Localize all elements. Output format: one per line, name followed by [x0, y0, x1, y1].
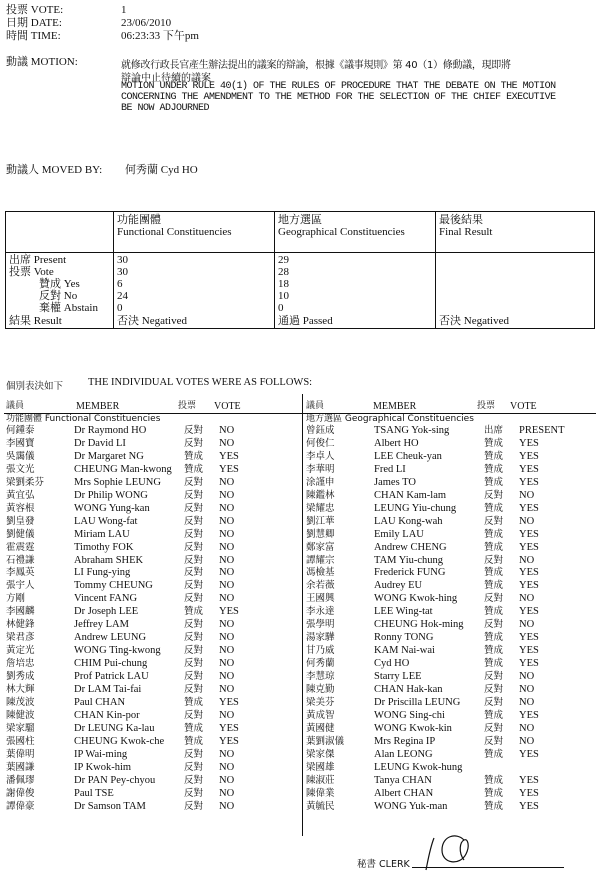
- right-col-vote-zh: 投票: [477, 401, 496, 411]
- right-col-member-zh: 議員: [306, 401, 325, 411]
- vote-en: YES: [519, 632, 539, 644]
- functional-no: 24: [117, 290, 128, 302]
- vote-zh: 反對: [184, 709, 204, 721]
- vote-zh: 反對: [184, 632, 204, 644]
- vote-zh: 反對: [184, 476, 204, 488]
- member-name-en: WONG Sing-chi: [374, 709, 445, 721]
- member-name-zh: 劉秀成: [6, 671, 35, 683]
- member-name-en: Albert HO: [374, 437, 419, 449]
- member-name-en: IP Wai-ming: [74, 748, 128, 760]
- member-name-en: LAU Wong-fat: [74, 515, 138, 527]
- col-geographical-en: Geographical Constituencies: [278, 226, 405, 238]
- vote-zh: 反對: [484, 515, 504, 527]
- geographical-yes: 18: [278, 278, 289, 290]
- vote-en: NO: [519, 722, 535, 734]
- geographical-abstain: 0: [278, 302, 284, 314]
- member-name-zh: 葉劉淑儀: [306, 735, 345, 747]
- member-name-zh: 李鳳英: [6, 567, 35, 579]
- member-name-en: Dr Margaret NG: [74, 450, 144, 462]
- member-name-zh: 曾鈺成: [306, 425, 335, 436]
- vote-zh: 贊成: [484, 645, 504, 657]
- member-name-en: Paul TSE: [74, 787, 114, 799]
- vote-zh: 贊成: [484, 541, 504, 553]
- member-name-zh: 霍震霆: [6, 541, 35, 553]
- vote-en: YES: [519, 774, 539, 786]
- date-value: 23/06/2010: [121, 17, 172, 29]
- vote-zh: 反對: [484, 619, 504, 631]
- vote-en: NO: [219, 425, 235, 436]
- vote-zh: 反對: [184, 593, 204, 605]
- member-name-en: Paul CHAN: [74, 696, 126, 708]
- vote-zh: 反對: [184, 619, 204, 631]
- member-name-en: WONG Kwok-kin: [374, 722, 452, 734]
- vote-zh: 贊成: [484, 580, 504, 592]
- vote-zh: 反對: [184, 645, 204, 657]
- member-name-en: WONG Ting-kwong: [74, 645, 161, 657]
- vote-en: YES: [519, 541, 539, 553]
- member-name-zh: 劉皇發: [6, 515, 35, 527]
- vote-en: YES: [219, 735, 239, 747]
- vote-zh: 贊成: [184, 735, 204, 747]
- member-name-zh: 何俊仁: [306, 437, 335, 449]
- member-name-zh: 黃國健: [306, 722, 335, 734]
- member-name-zh: 陳偉業: [306, 787, 335, 799]
- member-name-en: Starry LEE: [374, 671, 422, 683]
- vote-zh: 反對: [184, 671, 204, 683]
- vote-zh: 出席: [484, 425, 504, 436]
- vote-zh: 贊成: [484, 502, 504, 514]
- vote-en: YES: [519, 476, 539, 488]
- vote-zh: 反對: [484, 489, 504, 501]
- member-name-en: Timothy FOK: [74, 541, 134, 553]
- member-name-zh: 李卓人: [306, 450, 335, 462]
- vote-en: YES: [219, 463, 239, 475]
- motion-text-en-3: BE NOW ADJOURNED: [121, 103, 210, 114]
- vote-en: NO: [219, 684, 235, 695]
- member-name-en: Andrew CHENG: [374, 541, 447, 553]
- vote-en: YES: [219, 722, 239, 734]
- member-name-zh: 葉偉明: [6, 748, 35, 760]
- member-name-en: WONG Yung-kan: [74, 502, 150, 514]
- member-name-zh: 梁劉柔芬: [6, 476, 45, 488]
- left-col-member-zh: 議員: [6, 401, 25, 411]
- vote-en: NO: [219, 502, 235, 514]
- member-name-zh: 劉江華: [306, 515, 335, 527]
- member-name-en: CHEUNG Hok-ming: [374, 619, 464, 631]
- vote-zh: 反對: [184, 515, 204, 527]
- member-name-zh: 黃定光: [6, 645, 35, 657]
- vote-en: YES: [519, 800, 539, 812]
- vote-en: NO: [219, 476, 235, 488]
- member-name-en: TAM Yiu-chung: [374, 554, 444, 566]
- member-name-en: CHAN Kam-lam: [374, 489, 447, 501]
- member-name-zh: 余若薇: [306, 580, 335, 592]
- functional-yes: 6: [117, 278, 123, 290]
- vote-en: NO: [519, 684, 535, 695]
- vote-en: NO: [519, 593, 535, 605]
- col-geographical-zh: 地方選區: [278, 214, 322, 226]
- member-name-en: Albert CHAN: [374, 787, 434, 799]
- member-name-zh: 陳淑莊: [306, 774, 335, 786]
- vote-en: NO: [519, 735, 535, 747]
- row-result-label: 結果 Result: [9, 315, 62, 327]
- vote-en: NO: [219, 515, 235, 527]
- vote-en: YES: [519, 450, 539, 462]
- member-name-en: Dr Samson TAM: [74, 800, 146, 812]
- member-name-en: CHIM Pui-chung: [74, 658, 148, 670]
- member-name-zh: 何秀蘭: [306, 658, 335, 670]
- member-name-zh: 李國麟: [6, 606, 35, 618]
- vote-zh: 反對: [484, 593, 504, 605]
- member-name-zh: 梁美芬: [306, 696, 335, 708]
- member-name-en: Dr LAM Tai-fai: [74, 684, 142, 695]
- vote-en: YES: [519, 606, 539, 618]
- left-col-vote-en: VOTE: [214, 401, 241, 412]
- vote-zh: 反對: [184, 761, 204, 773]
- vote-zh: 反對: [484, 735, 504, 747]
- vote-zh: 反對: [184, 502, 204, 514]
- member-name-en: James TO: [374, 476, 416, 488]
- member-name-en: KAM Nai-wai: [374, 645, 435, 657]
- vote-en: NO: [219, 787, 235, 799]
- vote-en: NO: [519, 619, 535, 631]
- vote-en: YES: [519, 709, 539, 721]
- member-name-zh: 黃容根: [6, 502, 35, 514]
- vote-en: NO: [519, 554, 535, 566]
- vote-zh: 贊成: [484, 528, 504, 540]
- member-name-zh: 李國寶: [6, 437, 35, 449]
- geographical-no: 10: [278, 290, 289, 302]
- clerk-signature: [420, 830, 480, 872]
- right-col-vote-en: VOTE: [510, 401, 537, 412]
- vote-en: YES: [519, 645, 539, 657]
- vote-zh: 贊成: [184, 450, 204, 462]
- member-name-zh: 潘佩璆: [6, 774, 35, 786]
- vote-en: YES: [519, 502, 539, 514]
- vote-zh: 贊成: [484, 774, 504, 786]
- member-name-zh: 吳靄儀: [6, 450, 35, 462]
- member-name-zh: 方剛: [6, 593, 26, 605]
- vote-en: NO: [219, 593, 235, 605]
- geographical-heading: 地方選區 Geographical Constituencies: [306, 414, 474, 424]
- vote-en: NO: [219, 554, 235, 566]
- vote-number: 1: [121, 4, 127, 16]
- vote-label: 投票 VOTE:: [6, 4, 64, 16]
- member-name-zh: 劉慧卿: [306, 528, 335, 540]
- member-name-zh: 譚偉豪: [6, 800, 35, 812]
- vote-en: YES: [519, 748, 539, 760]
- vote-zh: 反對: [184, 748, 204, 760]
- left-col-vote-zh: 投票: [178, 401, 197, 411]
- member-name-en: Tommy CHEUNG: [74, 580, 153, 592]
- vote-en: YES: [519, 787, 539, 799]
- member-name-zh: 梁耀忠: [306, 502, 335, 514]
- member-name-en: Cyd HO: [374, 658, 410, 670]
- member-name-en: IP Kwok-him: [74, 761, 132, 773]
- member-name-en: CHEUNG Kwok-che: [74, 735, 165, 747]
- vote-en: YES: [519, 567, 539, 579]
- vote-zh: 贊成: [484, 437, 504, 449]
- member-name-zh: 林大輝: [6, 684, 35, 695]
- summary-table: [5, 211, 595, 329]
- member-name-en: WONG Kwok-hing: [374, 593, 458, 605]
- vote-en: NO: [219, 761, 235, 773]
- member-name-zh: 王國興: [306, 593, 335, 605]
- member-name-en: Mrs Regina IP: [374, 735, 436, 747]
- vote-zh: 贊成: [484, 787, 504, 799]
- row-present-label: 出席 Present: [9, 254, 67, 266]
- member-name-zh: 梁家騮: [6, 722, 35, 734]
- functional-abstain: 0: [117, 302, 123, 314]
- member-name-en: Prof Patrick LAU: [74, 671, 149, 683]
- member-name-en: Vincent FANG: [74, 593, 138, 605]
- member-name-en: CHAN Hak-kan: [374, 684, 443, 695]
- member-name-zh: 石禮謙: [6, 554, 35, 566]
- vote-zh: 贊成: [484, 658, 504, 670]
- vote-zh: 贊成: [484, 567, 504, 579]
- vote-zh: 反對: [184, 787, 204, 799]
- vote-zh: 反對: [184, 774, 204, 786]
- vote-zh: 贊成: [484, 800, 504, 812]
- member-name-zh: 詹培忠: [6, 658, 35, 670]
- member-name-zh: 譚耀宗: [306, 554, 335, 566]
- vote-en: NO: [219, 800, 235, 812]
- vote-zh: 贊成: [484, 748, 504, 760]
- individual-title-zh: 個別表決如下: [6, 381, 64, 392]
- vote-zh: 反對: [184, 554, 204, 566]
- member-name-zh: 涂謹申: [306, 476, 335, 488]
- vote-en: NO: [219, 709, 235, 721]
- vote-en: YES: [519, 580, 539, 592]
- member-name-en: LEUNG Kwok-hung: [374, 761, 463, 773]
- member-name-zh: 陳鑑林: [306, 489, 335, 501]
- motion-label: 動議 MOTION:: [6, 56, 78, 68]
- vote-zh: 反對: [184, 684, 204, 695]
- motion-text-en-1: MOTION UNDER RULE 40(1) OF THE RULES OF PROCEDURE THAT THE DEBATE ON THE MOTION: [121, 81, 556, 92]
- col-final-zh: 最後結果: [439, 214, 483, 226]
- vote-en: YES: [519, 437, 539, 449]
- col-functional-zh: 功能團體: [117, 214, 161, 226]
- member-name-en: Mrs Sophie LEUNG: [74, 476, 161, 488]
- left-col-member-en: MEMBER: [76, 401, 120, 412]
- member-name-en: Emily LAU: [374, 528, 424, 540]
- member-name-zh: 劉健儀: [6, 528, 35, 540]
- vote-en: NO: [219, 632, 235, 644]
- row-vote-label: 投票 Vote: [9, 266, 54, 278]
- vote-zh: 贊成: [484, 476, 504, 488]
- row-no-label: 反對 No: [39, 290, 78, 302]
- member-name-zh: 李華明: [306, 463, 335, 475]
- vote-en: NO: [219, 619, 235, 631]
- col-final-en: Final Result: [439, 226, 493, 238]
- row-abstain-label: 棄權 Abstain: [39, 302, 98, 314]
- vote-en: YES: [519, 463, 539, 475]
- time-label: 時間 TIME:: [6, 30, 61, 42]
- member-name-zh: 馮檢基: [306, 567, 335, 579]
- member-name-en: LEE Wing-tat: [374, 606, 433, 618]
- vote-en: YES: [519, 528, 539, 540]
- member-name-en: Dr Joseph LEE: [74, 606, 139, 618]
- member-name-zh: 鄭家富: [306, 541, 335, 553]
- vote-en: NO: [219, 541, 235, 553]
- vote-en: YES: [219, 696, 239, 708]
- vote-zh: 反對: [184, 567, 204, 579]
- motion-text-en-2: CONCERNING THE AMENDMENT TO THE METHOD FOR THE SELECTION OF THE CHIEF EXECUTIVE: [121, 92, 556, 103]
- vote-zh: 反對: [484, 554, 504, 566]
- final-result: 否決 Negatived: [439, 315, 509, 327]
- geographical-result: 通過 Passed: [278, 315, 333, 327]
- member-name-zh: 陳茂波: [6, 696, 35, 708]
- member-name-en: Dr PAN Pey-chyou: [74, 774, 156, 786]
- member-name-en: LEE Cheuk-yan: [374, 450, 442, 462]
- individual-title-en: THE INDIVIDUAL VOTES WERE AS FOLLOWS:: [88, 377, 313, 388]
- member-name-zh: 謝偉俊: [6, 787, 35, 799]
- vote-en: NO: [519, 515, 535, 527]
- functional-vote: 30: [117, 266, 128, 278]
- member-name-en: Dr David LI: [74, 437, 126, 449]
- vote-en: NO: [219, 658, 235, 670]
- vote-en: NO: [219, 437, 235, 449]
- vote-zh: 贊成: [484, 450, 504, 462]
- member-name-en: CHAN Kin-por: [74, 709, 140, 721]
- member-name-en: Abraham SHEK: [74, 554, 144, 566]
- vote-zh: 贊成: [484, 709, 504, 721]
- vote-en: NO: [219, 528, 235, 540]
- member-name-en: Dr Priscilla LEUNG: [374, 696, 461, 708]
- member-name-zh: 李永達: [306, 606, 335, 618]
- member-name-en: Dr LEUNG Ka-lau: [74, 722, 155, 734]
- vote-zh: 贊成: [184, 722, 204, 734]
- functional-heading: 功能團體 Functional Constituencies: [6, 414, 161, 424]
- member-name-zh: 林健鋒: [6, 619, 35, 631]
- member-name-en: Andrew LEUNG: [74, 632, 147, 644]
- member-name-en: Alan LEONG: [374, 748, 433, 760]
- vote-en: NO: [219, 567, 235, 579]
- member-name-zh: 梁家傑: [306, 748, 335, 760]
- vote-zh: 贊成: [484, 463, 504, 475]
- member-name-zh: 葉國謙: [6, 761, 35, 773]
- vote-zh: 反對: [184, 580, 204, 592]
- member-name-en: Ronny TONG: [374, 632, 434, 644]
- member-name-zh: 梁君彥: [6, 632, 35, 644]
- member-name-en: Audrey EU: [374, 580, 423, 592]
- col-functional-en: Functional Constituencies: [117, 226, 232, 238]
- vote-en: YES: [219, 450, 239, 462]
- vote-en: YES: [219, 606, 239, 618]
- geographical-vote: 28: [278, 266, 289, 278]
- member-name-en: LI Fung-ying: [74, 567, 131, 579]
- vote-zh: 反對: [184, 489, 204, 501]
- vote-en: NO: [219, 645, 235, 657]
- vote-zh: 反對: [184, 541, 204, 553]
- member-name-en: Jeffrey LAM: [74, 619, 129, 631]
- vote-en: PRESENT: [519, 425, 565, 436]
- vote-zh: 反對: [484, 671, 504, 683]
- vote-zh: 反對: [184, 800, 204, 812]
- member-name-en: Dr Raymond HO: [74, 425, 147, 436]
- vote-en: NO: [219, 489, 235, 501]
- vote-zh: 贊成: [184, 463, 204, 475]
- member-name-zh: 甘乃威: [306, 645, 335, 657]
- functional-present: 30: [117, 254, 128, 266]
- column-divider: [302, 394, 303, 836]
- member-name-en: LEUNG Yiu-chung: [374, 502, 457, 514]
- vote-zh: 贊成: [184, 606, 204, 618]
- motion-text-zh-1: 就修改行政長官產生辦法提出的議案的辯論，根據《議事規則》第 40（1）條動議，現即將: [121, 60, 511, 71]
- vote-en: NO: [219, 671, 235, 683]
- moved-by-label: 動議人 MOVED BY:: [6, 164, 103, 176]
- vote-zh: 贊成: [484, 606, 504, 618]
- vote-zh: 反對: [184, 425, 204, 436]
- motion-text-zh-2: 辯論中止待續的議案: [121, 73, 211, 84]
- member-name-zh: 張文光: [6, 463, 35, 475]
- member-name-zh: 張學明: [306, 619, 335, 631]
- member-name-en: CHEUNG Man-kwong: [74, 463, 172, 475]
- member-name-en: Fred LI: [374, 463, 406, 475]
- member-name-zh: 張宇人: [6, 580, 35, 592]
- vote-en: NO: [219, 748, 235, 760]
- vote-zh: 反對: [484, 722, 504, 734]
- vote-en: NO: [219, 774, 235, 786]
- vote-zh: 反對: [184, 528, 204, 540]
- vote-en: NO: [519, 671, 535, 683]
- right-col-member-en: MEMBER: [373, 401, 417, 412]
- vote-zh: 反對: [484, 696, 504, 708]
- vote-zh: 反對: [184, 658, 204, 670]
- member-name-zh: 黃宜弘: [6, 489, 35, 501]
- member-name-en: LAU Kong-wah: [374, 515, 443, 527]
- member-name-zh: 何鍾泰: [6, 425, 35, 436]
- member-name-zh: 黃成智: [306, 709, 335, 721]
- member-name-en: WONG Yuk-man: [374, 800, 448, 812]
- vote-en: NO: [519, 696, 535, 708]
- member-name-en: Miriam LAU: [74, 528, 130, 540]
- date-label: 日期 DATE:: [6, 17, 62, 29]
- member-name-zh: 梁國雄: [306, 761, 335, 773]
- clerk-label: 秘書 CLERK: [357, 859, 410, 870]
- functional-result: 否決 Negatived: [117, 315, 187, 327]
- vote-en: NO: [519, 489, 535, 501]
- moved-by-value: 何秀蘭 Cyd HO: [125, 164, 198, 176]
- member-name-en: TSANG Yok-sing: [374, 425, 450, 436]
- member-name-zh: 湯家驊: [306, 632, 335, 644]
- vote-zh: 反對: [184, 437, 204, 449]
- member-name-en: Dr Philip WONG: [74, 489, 148, 501]
- member-name-zh: 黃毓民: [306, 800, 335, 812]
- time-value: 06:23:33 下午pm: [121, 30, 199, 42]
- member-name-zh: 張國柱: [6, 735, 35, 747]
- member-name-en: Frederick FUNG: [374, 567, 446, 579]
- member-name-zh: 陳克勤: [306, 684, 335, 695]
- vote-en: YES: [519, 658, 539, 670]
- vote-zh: 反對: [484, 684, 504, 695]
- vote-en: NO: [219, 580, 235, 592]
- vote-zh: 贊成: [184, 696, 204, 708]
- row-yes-label: 贊成 Yes: [39, 278, 80, 290]
- vote-zh: 贊成: [484, 632, 504, 644]
- member-name-en: Tanya CHAN: [374, 774, 432, 786]
- geographical-present: 29: [278, 254, 289, 266]
- member-name-zh: 陳健波: [6, 709, 35, 721]
- member-name-zh: 李慧琼: [306, 671, 335, 683]
